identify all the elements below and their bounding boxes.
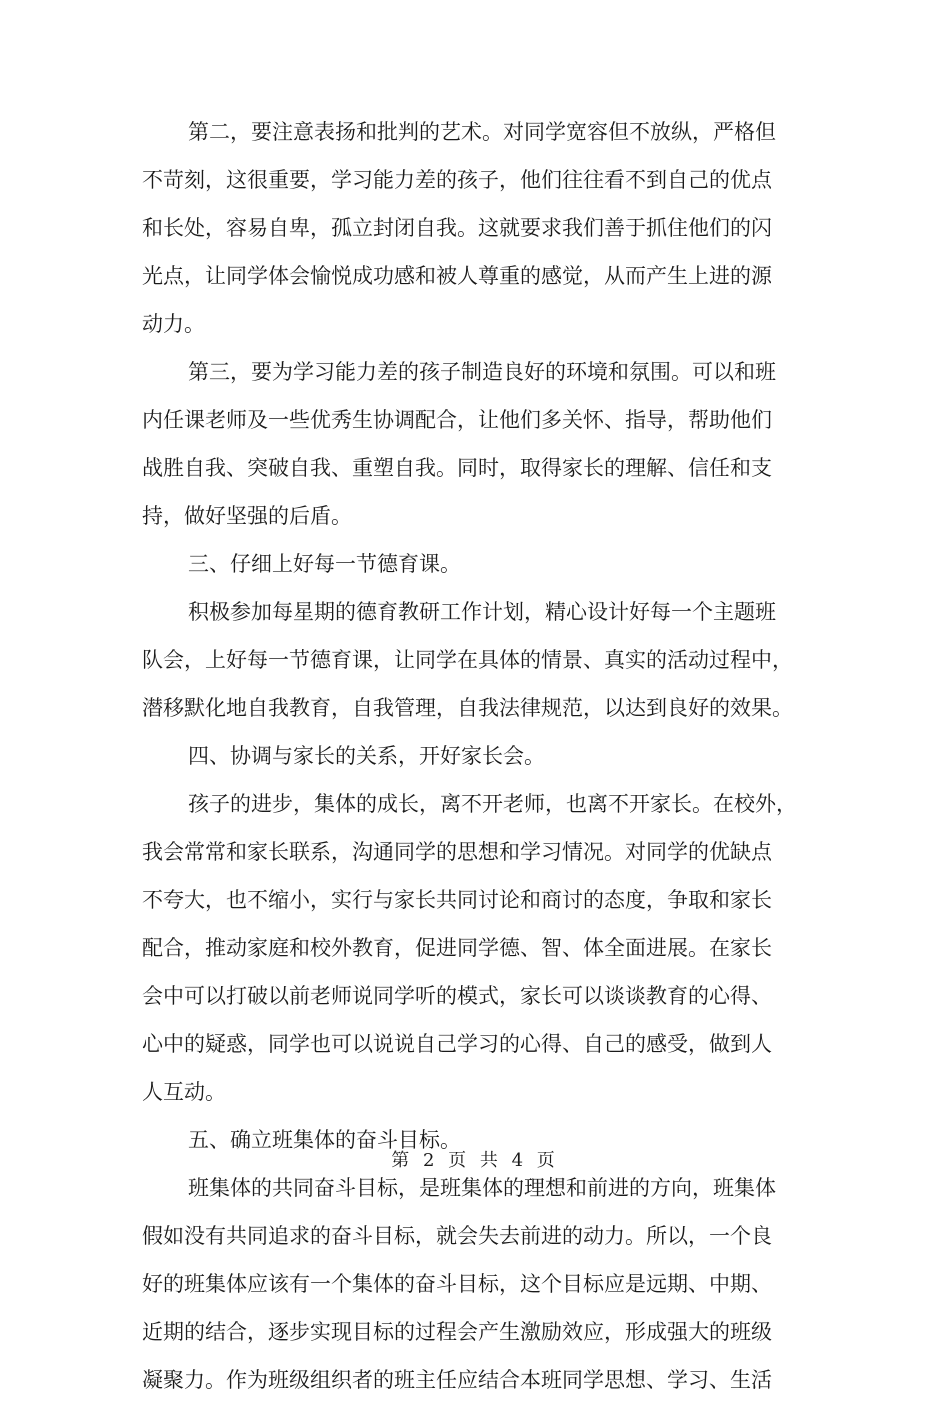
section-heading: 五、确立班集体的奋斗目标。 — [188, 1128, 461, 1152]
paragraph-line: 动力。 — [142, 312, 205, 336]
paragraph-line: 心中的疑惑，同学也可以说说自己学习的心得、自己的感受，做到人 — [142, 1032, 772, 1056]
paragraph-line: 好的班集体应该有一个集体的奋斗目标，这个目标应是远期、中期、 — [142, 1272, 772, 1296]
document-body — [142, 108, 812, 1404]
paragraph-line: 队会，上好每一节德育课，让同学在具体的情景、真实的活动过程中， — [142, 648, 793, 672]
paragraph-line: 不苛刻，这很重要，学习能力差的孩子，他们往往看不到自己的优点 — [142, 168, 772, 192]
paragraph-line: 不夸大，也不缩小，实行与家长共同讨论和商讨的态度，争取和家长 — [142, 888, 772, 912]
paragraph-line: 凝聚力。作为班级组织者的班主任应结合本班同学思想、学习、生活 — [142, 1368, 772, 1392]
paragraph-line: 内任课老师及一些优秀生协调配合，让他们多关怀、指导，帮助他们 — [142, 408, 772, 432]
paragraph-line: 人互动。 — [142, 1080, 226, 1104]
paragraph-line: 近期的结合，逐步实现目标的过程会产生激励效应，形成强大的班级 — [142, 1320, 772, 1344]
page-number-footer: 第 2 页 共 4 页 — [391, 1150, 559, 1171]
section-heading: 四、协调与家长的关系，开好家长会。 — [188, 744, 545, 768]
paragraph-line: 会中可以打破以前老师说同学听的模式，家长可以谈谈教育的心得、 — [142, 984, 772, 1008]
paragraph-line: 孩子的进步，集体的成长，离不开老师，也离不开家长。在校外， — [188, 792, 797, 816]
paragraph-line: 光点，让同学体会愉悦成功感和被人尊重的感觉，从而产生上进的源 — [142, 264, 772, 288]
paragraph-line: 战胜自我、突破自我、重塑自我。同时，取得家长的理解、信任和支 — [142, 456, 772, 480]
paragraph-line: 配合，推动家庭和校外教育，促进同学德、智、体全面进展。在家长 — [142, 936, 772, 960]
section-heading: 三、仔细上好每一节德育课。 — [188, 552, 461, 576]
paragraph-line: 第三，要为学习能力差的孩子制造良好的环境和氛围。可以和班 — [188, 360, 776, 384]
paragraph-line: 第二，要注意表扬和批判的艺术。对同学宽容但不放纵，严格但 — [188, 120, 776, 144]
paragraph-line: 和长处，容易自卑，孤立封闭自我。这就要求我们善于抓住他们的闪 — [142, 216, 772, 240]
paragraph-line: 持，做好坚强的后盾。 — [142, 504, 352, 528]
paragraph-line: 积极参加每星期的德育教研工作计划，精心设计好每一个主题班 — [188, 600, 776, 624]
paragraph-line: 假如没有共同追求的奋斗目标，就会失去前进的动力。所以，一个良 — [142, 1224, 772, 1248]
paragraph-line: 潜移默化地自我教育，自我管理，自我法律规范，以达到良好的效果。 — [142, 696, 793, 720]
paragraph-line: 班集体的共同奋斗目标，是班集体的理想和前进的方向，班集体 — [188, 1176, 776, 1200]
paragraph-line: 我会常常和家长联系，沟通同学的思想和学习情况。对同学的优缺点 — [142, 840, 772, 864]
